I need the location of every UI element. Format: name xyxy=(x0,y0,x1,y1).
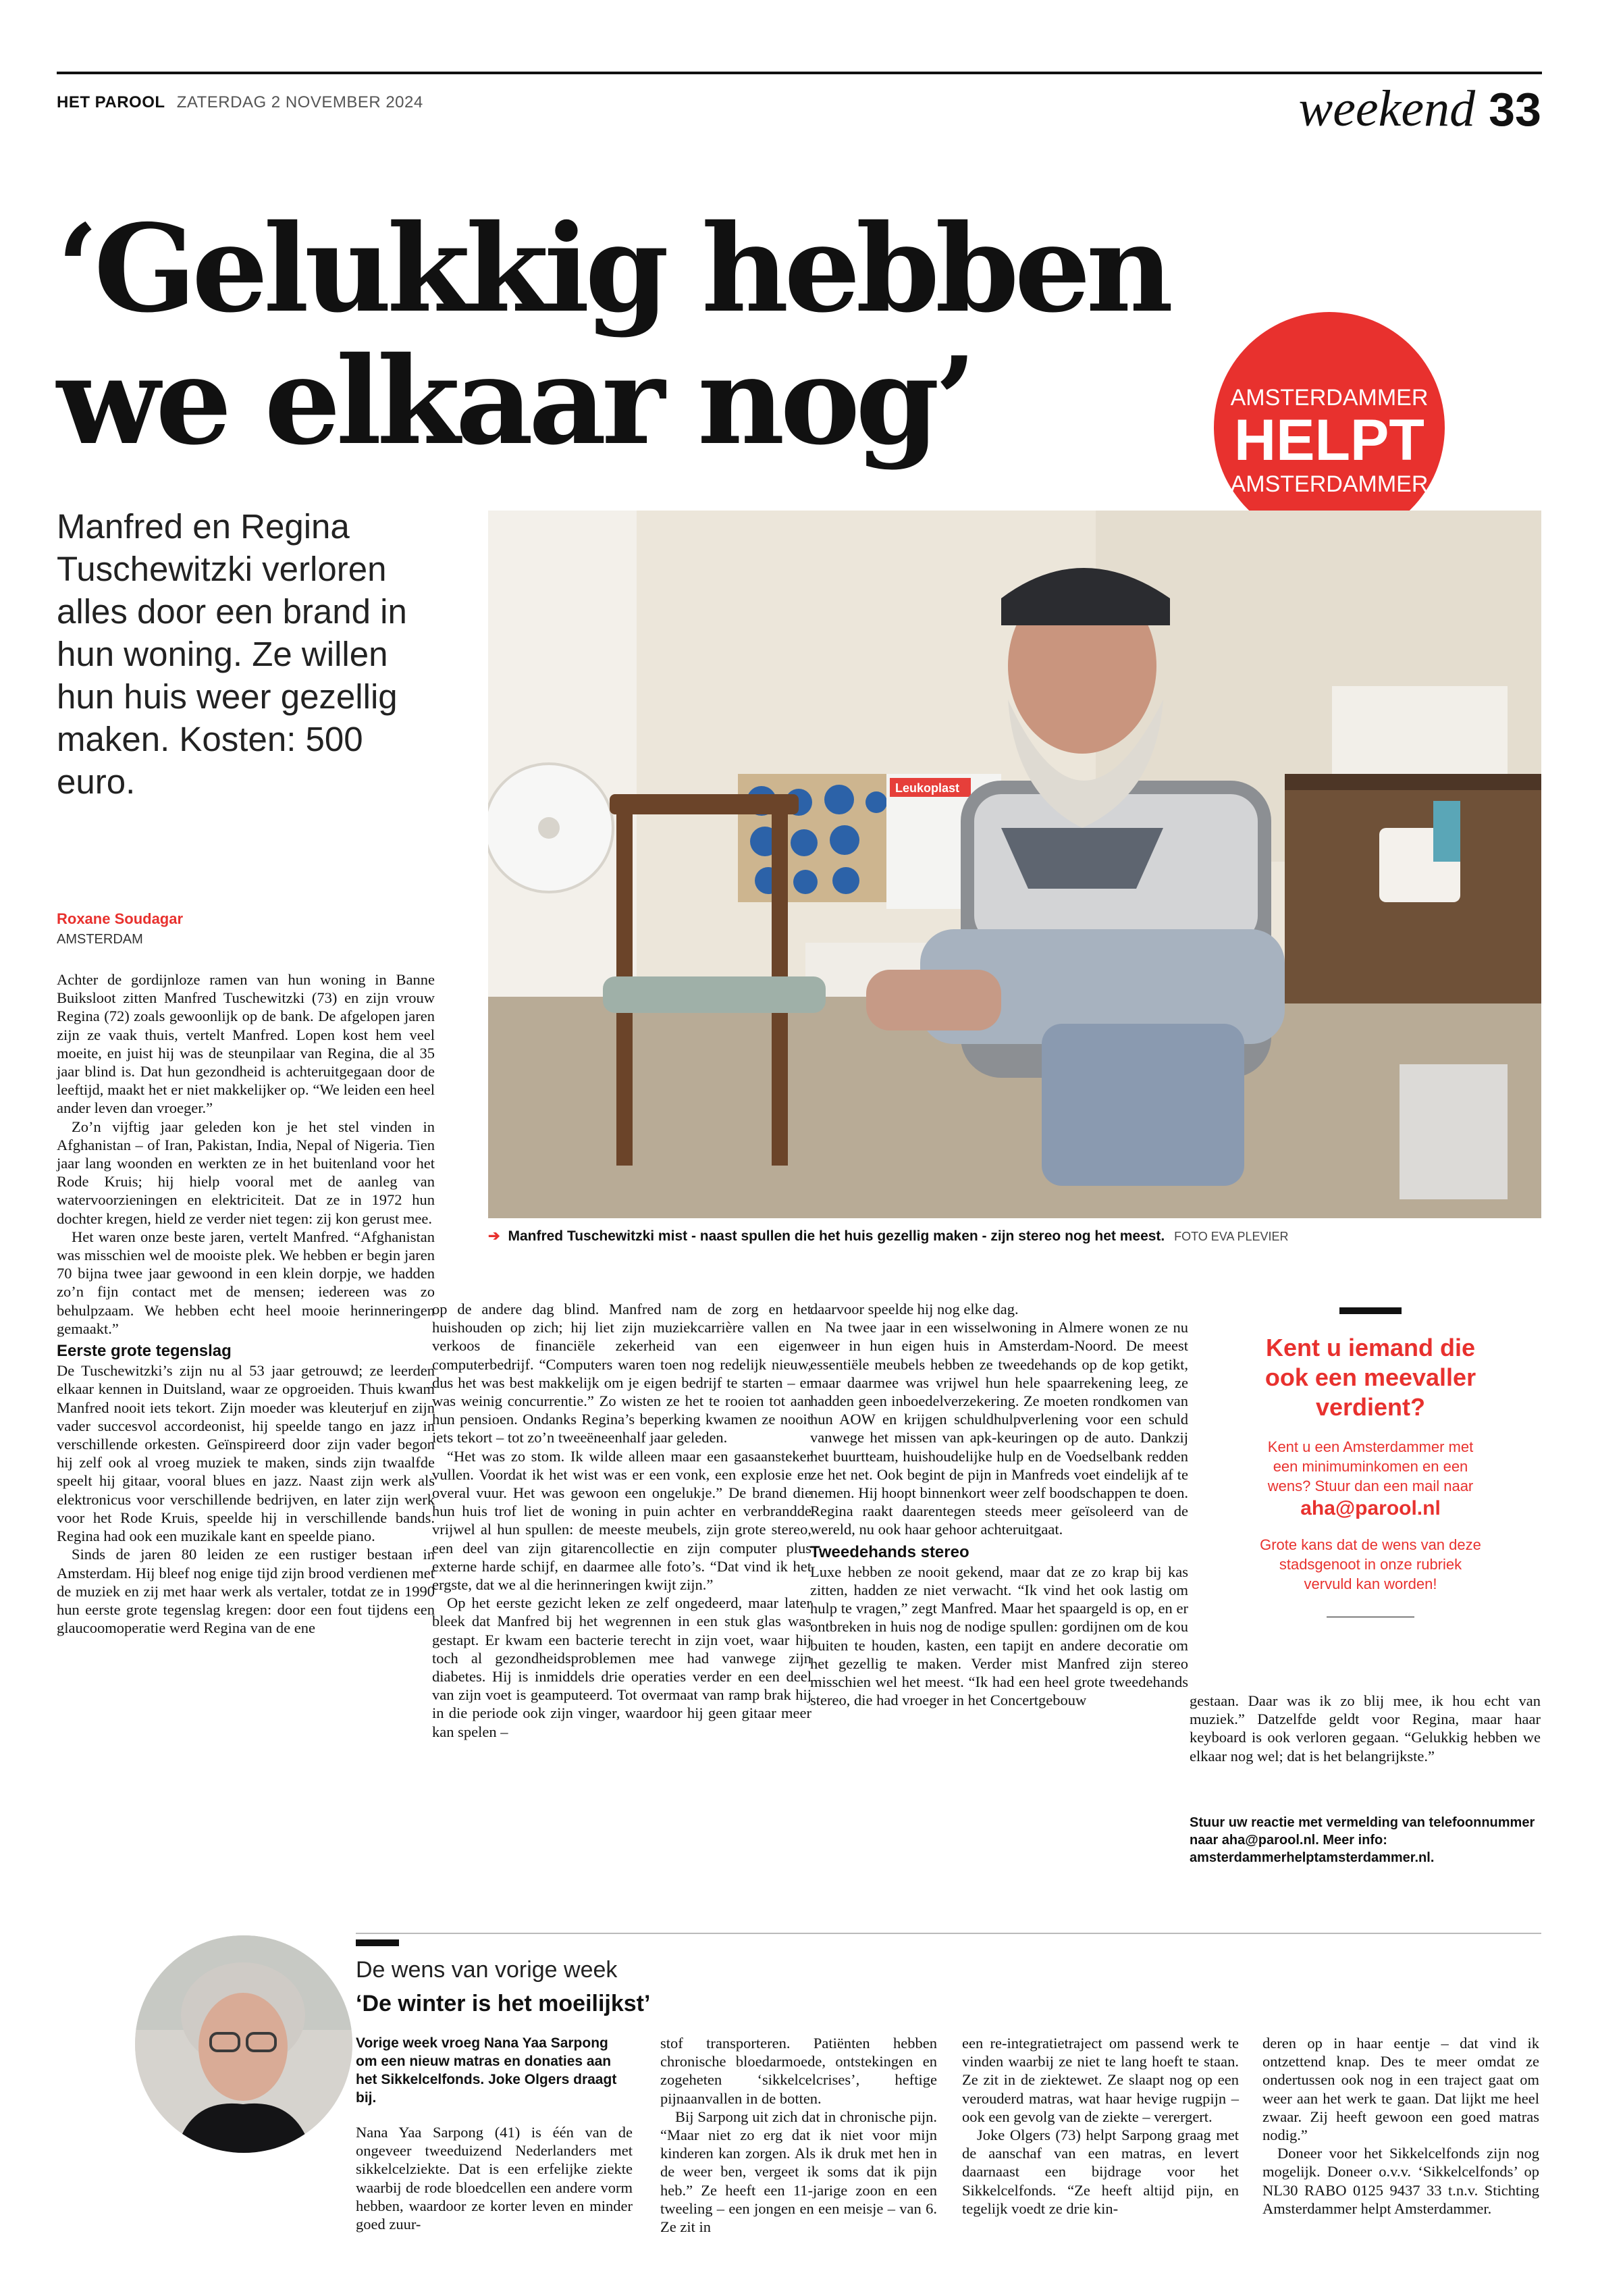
portrait-illustration xyxy=(135,1935,352,2153)
subheading: Tweedehands stereo xyxy=(810,1542,969,1561)
paragraph: een re-integratietraject om passend werk te vinden waarbij ze niet te lang hoeft te staan. Ze zit in de ziektewet. Ze slaapt nog op een verouderd matras, wat haar hevige rugpijn – ook een gevolg van de ziekte – verergert. xyxy=(962,2035,1239,2125)
portrait-photo xyxy=(135,1935,352,2153)
paragraph: Luxe hebben ze nooit gekend, maar dat ze zo krap bij kas zitten, hadden ze niet verwacht. “Ik vind het ook lastig om hulp te vragen,” zegt Manfred. Maar het spaargeld is op, en er ontbreken in huis nog de nodige spullen: gordijnen om de kou buiten te houden, kasten, een tapijt en andere decoratie om het gezellig te maken. Verder mist Manfred zijn stereo misschien wel het meest. “Ik had een heel grote tweedehands stereo, die had vroeger in het Concertgebouw xyxy=(810,1563,1188,1709)
previous-column-3 xyxy=(962,2034,1239,2218)
section-marker xyxy=(356,1939,399,1946)
previous-column-1 xyxy=(356,2034,633,2233)
paragraph: Achter de gordijnloze ramen van hun woning in Banne Buiksloot zitten Manfred Tuschewitzki (73) en zijn vrouw Regina (72) zoals gewoonlijk op de bank. De afgelopen jaren zijn ze vaak thuis, vertelt Manfred. Lopen kost hem veel moeite, en juist hij was de steunpilaar van Regina, die al 35 jaar blind is. Dat hun gezondheid is achteruitgegaan door de leeftijd, maakt het er niet makkelijker op. “We leiden een heel ander leven dan vroeger.” xyxy=(57,971,435,1117)
email-address: aha@parool.nl xyxy=(1300,1497,1441,1519)
paragraph: Joke Olgers (73) helpt Sarpong graag met de aanschaf van een matras, en levert daarnaast een bijdrage voor het Sikkelcelfonds. “Ze heeft altijd pijn, en tegelijk voedt ze drie kin- xyxy=(962,2127,1239,2217)
previous-wish-label: De wens van vorige week xyxy=(356,1957,618,1983)
badge-line-top: AMSTERDAMMER xyxy=(1230,385,1429,411)
previous-column-2 xyxy=(660,2034,937,2236)
paragraph: Zo’n vijftig jaar geleden kon je het stel vinden in Afghanistan – of Iran, Pakistan, India, Nepal of Nigeria. Tien jaar lang woonden en werkten ze in het buitenland voor het Rode Kruis; hij hielp vooral met de aanleg van watervoorzieningen en elektriciteit. Dat ze in 1972 hun dochter kregen, hield ze verder niet tegen: zij kon gerust mee. xyxy=(57,1118,435,1227)
subheading: Eerste grote tegenslag xyxy=(57,1342,232,1361)
paragraph: deren op in haar eentje – dat vind ik ontzettend knap. Des te meer omdat ze ondertussen ook nog in een traject gaat om weer aan het werk te gaan. Dat lijkt me heel zwaar. Zij heeft gewoon een goed matras nodig.” xyxy=(1262,2035,1539,2144)
badge-line-bottom: AMSTERDAMMER xyxy=(1230,471,1429,497)
article-column-1 xyxy=(57,970,435,1637)
article-column-3 xyxy=(810,1300,1188,1709)
box-footer: Grote kans dat de wens van deze stadsgenoot in onze rubriek vervuld kan worden! xyxy=(1260,1536,1481,1592)
box-title: Kent u iemand die ook een meevaller verdient? xyxy=(1264,1334,1476,1421)
author-name: Roxane Soudagar xyxy=(57,910,184,927)
paragraph: “Het was zo stom. Ik wilde alleen maar een gasaansteker vullen. Voordat ik het wist was er een vonk, een explosie en overal vuur. Het was gewoon een ongelukje.” De brand die hun huis trof liet de woning in puin achter en verbrandde vrijwel al hun spullen: de meeste meubels, zijn grote stereo, een deel van zijn gitarencollectie en zijn computer plus externe harde schijf, en daarmee alle foto’s. “Dat vind ik het ergste, dat we al die herinneringen kwijt zijn.” xyxy=(432,1447,811,1594)
paragraph: Het waren onze beste jaren, vertelt Manfred. “Afghanistan was misschien wel de mooiste plek. We hebben er begin jaren 70 bijna twee jaar gewoond in een klein dorpje, we hadden zo’n fijn contact met de mensen; iedereen was zo behulpzaam. We hebben echt heel mooie herinneringen gemaakt.” xyxy=(57,1228,435,1337)
paragraph: gestaan. Daar was ik zo blij mee, ik hou echt van muziek.” Datzelfde geldt voor Regina, maar haar keyboard is ook verloren gegaan. “Gelukkig hebben we elkaar nog wel; dat is het belangrijkste.” xyxy=(1190,1692,1541,1765)
box-label: Leukoplast xyxy=(895,781,960,795)
paragraph: op de andere dag blind. Manfred nam de zorg en het huishouden op zich; hij liet zijn muziekcarrière vallen en verkoos de financiële zekerheid van een eigen computerbedrijf. “Computers waren toen nog redelijk nieuw, dus het was best makkelijk om je eigen bedrijf te starten – er was weinig concurrentie.” Zo wisten ze het te rooien tot aan hun pensioen. Ondanks Regina’s beperking kwamen ze nooit iets tekort – tot zo’n tweeëneenhalf jaar geleden. xyxy=(432,1301,811,1446)
box-rule xyxy=(1339,1307,1402,1314)
dateline: AMSTERDAM xyxy=(57,932,143,947)
headline: ‘Gelukkig hebben we elkaar nog’ xyxy=(57,198,1169,471)
issue-date: ZATERDAG 2 NOVEMBER 2024 xyxy=(176,93,423,111)
photo-caption xyxy=(488,1228,1541,1245)
photo-credit: FOTO EVA PLEVIER xyxy=(1174,1230,1289,1243)
section-name: weekend xyxy=(1298,80,1476,137)
previous-wish-title: ‘De winter is het moeilijkst’ xyxy=(356,1991,651,2016)
paragraph: stof transporteren. Patiënten hebben chronische bloedarmoede, ontstekingen en zogeheten ‘sikkelcelcrises’, heftige pijnaanvallen in de botten. xyxy=(660,2035,937,2107)
main-photo xyxy=(488,511,1541,1218)
newspaper-name: HET PAROOL xyxy=(57,93,165,111)
masthead xyxy=(57,93,423,112)
photo-illustration xyxy=(488,511,1541,1218)
call-to-action-box xyxy=(1256,1307,1485,1617)
badge-line-middle: HELPT xyxy=(1234,408,1424,473)
paragraph: Na twee jaar in een wisselwoning in Almere wonen ze nu weer in hun eigen huis in Amsterdam-Noord. De meest essentiële meubels hebben ze tweedehands op de kop getikt, maar daarmee was vrijwel hun hele spaarrekening leeg, ze hadden geen inboedelverzekering. Ze moeten rondkomen van hun AOW en krijgen schuldhulpverlening voor een schuld vanwege het missen van apk-keuringen op de auto. Dankzij het buurtteam, huishoudelijke hulp en de Voedselbank redden ze het net. Ook begint de pijn in Manfreds voet eindelijk af te nemen. Hij hoopt binnenkort weer zelf boodschappen te doen. Regina raakt daarentegen steeds meer geïsoleerd van de wereld, nu ook haar gehoor achteruitgaat. xyxy=(810,1319,1188,1538)
caption-text: Manfred Tuschewitzki mist - naast spullen die het huis gezellig maken - zijn stereo nog het meest. xyxy=(508,1228,1165,1244)
contact-note: Stuur uw reactie met vermelding van telefoonnummer naar aha@parool.nl. Meer info: amsterdammerhelptamsterdammer.nl. xyxy=(1190,1815,1535,1865)
paragraph: daarvoor speelde hij nog elke dag. xyxy=(810,1301,1019,1317)
paragraph: De Tuschewitzki’s zijn nu al 53 jaar getrouwd; ze leerden elkaar kennen in Duitsland, waar ze opgroeiden. Thuis kwam Manfred nooit iets tekort. Zijn moeder was kleuterjuf en zijn vader succesvol accordeonist, hij speelde tango en jazz in verschillende orkesten. Geïnspireerd door zijn vader begon hij zelf ook al vroeg muziek te maken, sinds zijn twaalfde speelt hij gitaar, vooral blues en jazz. Naast zijn werk als elektronicus voor verschillende bedrijven, en later zijn werk voor het Rode Kruis, speelde hij in verschillende bands. Regina had ook een muzikale kant en speelde piano. xyxy=(57,1362,435,1545)
rubric-badge xyxy=(1214,312,1445,543)
paragraph: Nana Yaa Sarpong (41) is één van de ongeveer tweeduizend Nederlanders met sikkelcelziekte. Dat is een erfelijke ziekte waarbij de rode bloedcellen een andere vorm hebben, waardoor ze korter leven en minder goed zuur- xyxy=(356,2124,633,2233)
section-header xyxy=(1299,80,1542,138)
paragraph: Op het eerste gezicht leken ze zelf ongedeerd, maar later bleek dat Manfred bij het wegrennen in een stuk glas was gestapt. Er kwam een bacterie terecht in zijn voet, waar hij toch al gezondheidsproblemen mee had vanwege zijn diabetes. Hij is inmiddels drie operaties verder en een deel van zijn voet is geamputeerd. Tot overmaat van ramp brak hij in die periode ook zijn vinger, waardoor hij geen gitaar meer kan spelen – xyxy=(432,1594,811,1740)
paragraph: Sinds de jaren 80 leiden ze een rustiger bestaan in Amsterdam. Hij bleef nog enige tijd zijn brood verdienen met de muziek en zij met haar werk als vertaler, totdat ze in 1990 hun eerste grote tegenslag kregen: door een fout tijdens een glaucoomoperatie werd Regina van de ene xyxy=(57,1546,435,1637)
page-number: 33 xyxy=(1489,83,1541,136)
previous-lead: Vorige week vroeg Nana Yaa Sarpong om een nieuw matras en donaties aan het Sikkelcelfonds. Joke Olgers draagt bij. xyxy=(356,2035,617,2106)
paragraph: Doneer voor het Sikkelcelfonds zijn nog mogelijk. Doneer o.v.v. ‘Sikkelcelfonds’ op NL30 RABO 0125 9437 33 t.n.v. Stichting Amsterdammer helpt Amsterdammer. xyxy=(1262,2145,1539,2217)
arrow-right-icon: ➔ xyxy=(488,1228,500,1244)
article-column-4 xyxy=(1190,1692,1541,1765)
section-divider xyxy=(356,1933,1541,1934)
article-column-2 xyxy=(432,1300,811,1741)
paragraph: Bij Sarpong uit zich dat in chronische pijn. “Maar niet zo erg dat ik niet voor mijn kinderen kan zorgen. Als ik druk met hen in de weer ben, vergeet ik soms dat ik pijn heb.” Ze heeft een 11-jarige zoon en een tweeling – een jongen en een meisje – van 6. Ze zit in xyxy=(660,2108,937,2236)
byline xyxy=(57,910,183,947)
top-rule xyxy=(57,72,1542,74)
intro-text: Manfred en Regina Tuschewitzki verloren alles door een brand in hun woning. Ze willen hun huis weer gezellig maken. Kosten: 500 euro. xyxy=(57,507,407,801)
previous-column-4 xyxy=(1262,2034,1539,2218)
box-body: Kent u een Amsterdammer met een minimuminkomen en een wens? Stuur dan een mail naar xyxy=(1267,1438,1474,1494)
